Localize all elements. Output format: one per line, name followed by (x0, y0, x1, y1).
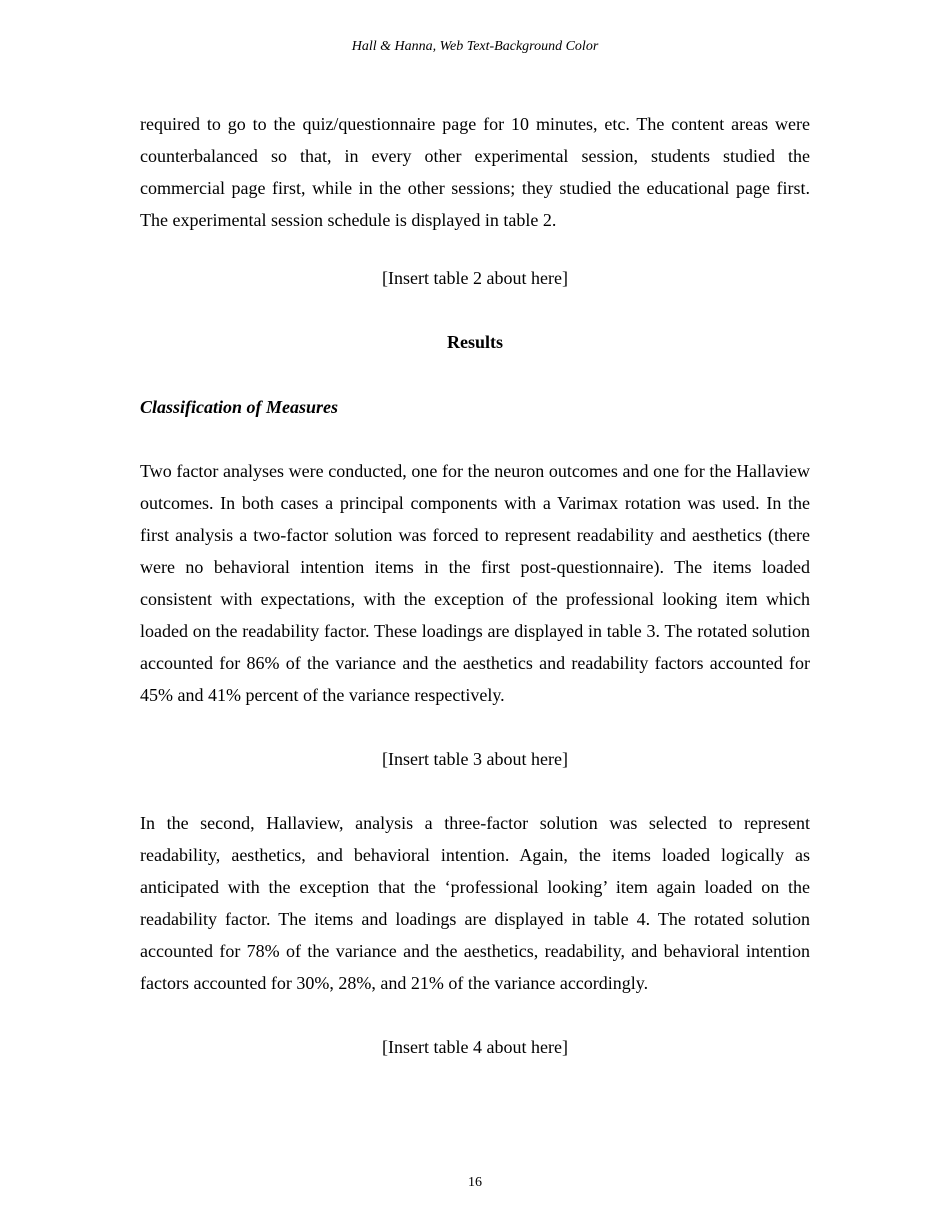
paragraph-second-analysis: In the second, Hallaview, analysis a three-factor solution was selected to represent readability, aesthetics, and behavioral intention. Again, the items loaded logically as anticipated with the exception that the ‘professional looking’ item again loaded on the readability factor. The items and loadings are displayed in table 4. The rotated solution accounted for 78% of the variance and the aesthetics, readability, and behavioral intention factors accounted for 30%, 28%, and 21% of the variance accordingly. (140, 813, 810, 993)
paragraph-session-schedule: required to go to the quiz/questionnaire page for 10 minutes, etc. The content areas were counterbalanced so that, in every other experimental session, students studied the commercial page first, while in the other sessions; they studied the educational page first. The experimental session schedule is displayed in table 2. (140, 114, 810, 230)
subsection-heading-classification: Classification of Measures (140, 397, 339, 417)
insert-table-3-note: [Insert table 3 about here] (382, 749, 568, 769)
insert-table-2-note: [Insert table 2 about here] (382, 268, 568, 288)
running-header: Hall & Hanna, Web Text-Background Color (351, 39, 599, 54)
section-heading-results: Results (446, 332, 503, 352)
page-body (140, 108, 810, 1063)
page-number: 16 (468, 1175, 482, 1190)
paragraph-factor-analyses: Two factor analyses were conducted, one for the neuron outcomes and one for the Hallaview outcomes. In both cases a principal components with a Varimax rotation was used. In the first analysis a two-factor solution was forced to represent readability and aesthetics (there were no behavioral intention items in the first post-questionnaire). The items loaded consistent with expectations, with the exception of the professional looking item which loaded on the readability factor. These loadings are displayed in table 3. The rotated solution accounted for 86% of the variance and the aesthetics and readability factors accounted for 45% and 41% percent of the variance respectively. (140, 461, 810, 705)
insert-table-4-note: [Insert table 4 about here] (382, 1037, 568, 1057)
